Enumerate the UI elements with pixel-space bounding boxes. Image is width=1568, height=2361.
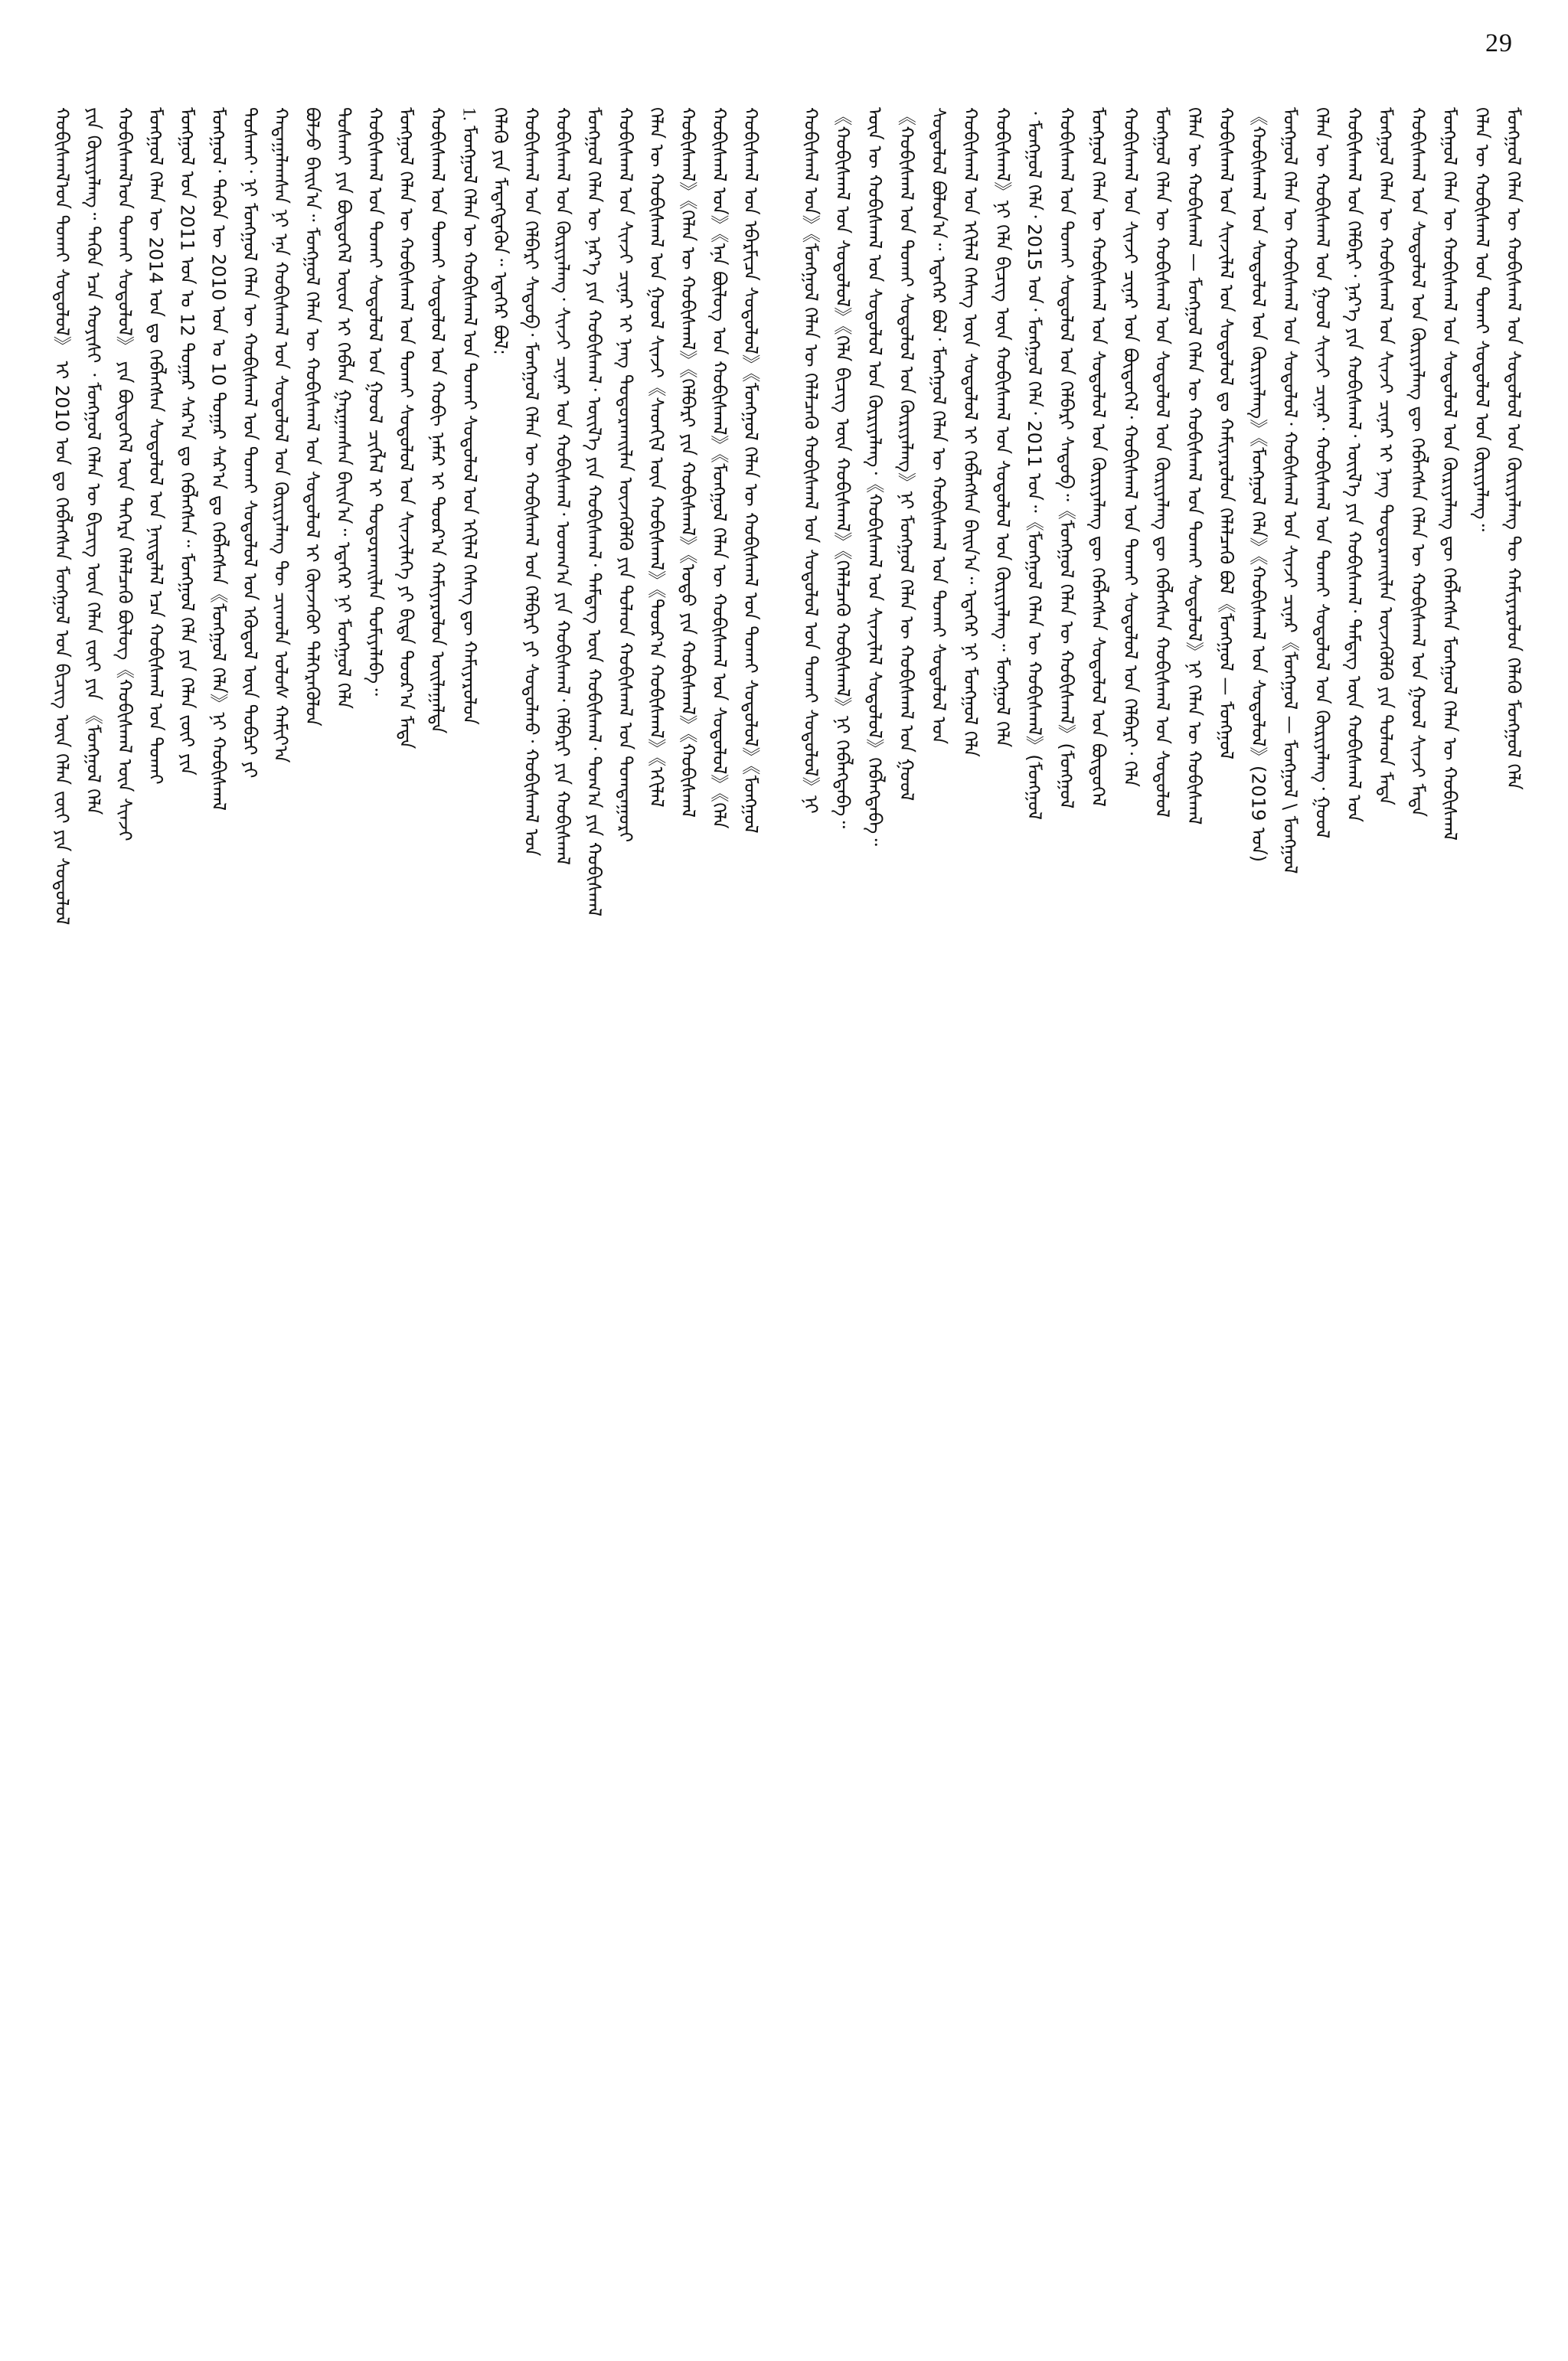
text-line: ᠬᠡᠯᠡᠨ ᠦ ᠬᠤᠪᠢᠰᠬᠠᠯ — ᠮᠣᠩᠭᠣᠯ ᠬᠡᠯᠡᠨ ᠦ ᠬᠤᠪᠢᠰᠬᠠᠯ ᠤᠨ ᠲᠤᠬᠠᠢ ᠰᠤᠳᠤᠯᠤᠯ》ᠨᠢ ᠬᠡᠯᠡᠨ ᠦ ᠬᠤᠪᠢᠰᠬᠠᠯ bbox=[1183, 107, 1205, 825]
text-line: 1. ᠮᠣᠩᠭᠣᠯ ᠬᠡᠯᠡᠨ ᠦ ᠬᠤᠪᠢᠰᠬᠠᠯ ᠤᠨ ᠲᠤᠬᠠᠢ ᠰᠤᠳᠤᠯᠤᠯ ᠤᠨ ᠡᠬᠢᠯᠡᠯ ᠬᠡᠰᠡᠭ ᠳᠦ ᠬᠠᠮᠢᠶᠠᠷᠤᠯᠤᠨ bbox=[459, 107, 479, 725]
text-line: ᠬᠤᠪᠢᠰᠬᠠᠯ》《ᠬᠡᠯᠡᠨ ᠦ ᠬᠤᠪᠢᠰᠬᠠᠯ》《ᠬᠡᠯᠪᠡᠷᠢ ᠶᠢᠨ ᠬᠤᠪᠢᠰᠬᠠᠯ》《ᠣᠳᠣ ᠶᠢᠨ ᠬᠤᠪᠢᠰᠬᠠᠯ》《ᠬᠤᠪᠢᠰᠬᠠᠯ bbox=[677, 107, 699, 818]
text-line: ᠬᠡᠯᠡᠨ ᠦ ᠬᠤᠪᠢᠰᠬᠠᠯ ᠤᠨ ᠲᠤᠬᠠᠢ ᠰᠤᠳᠤᠯᠤᠯ ᠤᠨ ᠬᠦᠷᠢᠶᠡᠯᠡᠩ᠃ bbox=[1471, 107, 1493, 532]
text-line: ᠮᠣᠩᠭᠣᠯ ᠬᠡᠯᠡᠨ ᠦ ᠬᠤᠪᠢᠰᠬᠠᠯ ᠤᠨ ᠰᠤᠳᠤᠯᠤᠯ᠂ ᠬᠤᠪᠢᠰᠬᠠᠯ ᠤᠨ ᠰᠢᠨᠵᠢ ᠴᠢᠨᠠᠷ《ᠮᠣᠩᠭᠣᠯ — ᠮᠣᠩᠭᠣᠯ \ ᠮᠣᠩᠭᠣᠯ bbox=[1279, 107, 1302, 874]
text-line: ᠮᠣᠩᠭᠣᠯ ᠬᠡᠯᠡᠨ ᠦ 2014 ᠣᠨ ᠳᠤ ᠬᠡᠪᠯᠡᠭᠰᠡᠨ ᠰᠤᠳᠤᠯᠤᠯ ᠤᠨ ᠨᠡᠢᠲᠡᠯᠡᠯ ᠡᠴᠡ ᠬᠤᠪᠢᠰᠬᠠᠯ ᠤᠨ ᠲᠤᠬᠠᠢ bbox=[145, 107, 167, 785]
text-line: ᠬᠤᠪᠢᠰᠬᠠᠯ》ᠨᠢ ᠬᠡᠯᠡ ᠪᠢᠴᠢᠭ᠌ ᠦᠨ ᠬᠤᠪᠢᠰᠬᠠᠯ ᠤᠨ ᠰᠤᠳᠤᠯᠤᠯ ᠤᠨ ᠬᠦᠷᠢᠶᠡᠯᠡᠩ᠃ ᠮᠣᠩᠭᠣᠯ ᠬᠡᠯᠡ bbox=[991, 107, 1014, 748]
text-line: ᠬᠤᠪᠢᠰᠬᠠᠯ ᠤᠨ ᠰᠤᠳᠤᠯᠤᠯ ᠤᠨ ᠬᠦᠷᠢᠶᠡᠯᠡᠩ ᠳᠦ ᠬᠡᠪᠯᠡᠭᠰᠡᠨ ᠬᠡᠯᠡᠨ ᠦ ᠬᠤᠪᠢᠰᠬᠠᠯ ᠤᠨ ᠭᠣᠣᠯ ᠰᠢᠨᠵᠢ ᠮᠡᠳᠡ bbox=[1406, 107, 1429, 818]
text-line: ᠬᠤᠪᠢᠰᠬᠠᠯ ᠤᠨ ᠬᠡᠯᠪᠡᠷᠢ ᠰᠡᠳᠦᠪ᠂ ᠮᠣᠩᠭᠣᠯ ᠬᠡᠯᠡᠨ ᠦ ᠬᠤᠪᠢᠰᠬᠠᠯ ᠤᠨ ᠬᠡᠯᠪᠡᠷᠢ ᠶᠢ ᠰᠤᠳᠤᠯᠬᠤ᠂ ᠬᠤᠪᠢᠰᠬᠠᠯ ᠤᠨ bbox=[521, 107, 543, 857]
text-line: 《ᠬᠤᠪᠢᠰᠬᠠᠯ ᠤᠨ ᠲᠤᠬᠠᠢ ᠰᠤᠳᠤᠯᠤᠯ ᠤᠨ ᠬᠦᠷᠢᠶᠡᠯᠡᠩ》ᠨᠢ ᠮᠣᠩᠭᠣᠯ ᠬᠡᠯᠡᠨ ᠦ ᠬᠤᠪᠢᠰᠬᠠᠯ ᠤᠨ ᠭᠣᠣᠯ bbox=[896, 107, 918, 802]
left-text-column bbox=[46, 107, 766, 2312]
text-line: ᠬᠤᠪᠢᠰᠬᠠᠯ ᠤᠨ ᠰᠢᠨᠵᠢ ᠴᠢᠨᠠᠷ ᠢ ᠨᠡᠩ ᠲᠣᠳᠣᠷᠬᠠᠢᠯᠠᠨ ᠦᠵᠡᠭᠦᠯᠬᠦ ᠶᠢᠨ ᠲᠤᠯᠠᠳ ᠬᠤᠪᠢᠰᠬᠠᠯ ᠤᠨ ᠲᠣᠭᠲᠠᠭᠤᠷᠢ bbox=[614, 107, 636, 843]
text-line: ᠬᠤᠪᠢᠰᠬᠠᠯ ᠤᠨ ᠲᠤᠬᠠᠢ ᠰᠤᠳᠤᠯᠤᠯ ᠤᠨ ᠭᠣᠣᠯ ᠴᠢᠭᠯᠡᠯ ᠢ ᠲᠣᠳᠣᠷᠬᠠᠢᠯᠠᠨ ᠲᠣᠮᠢᠶᠠᠯᠠᠪᠠ᠃ bbox=[364, 107, 386, 696]
text-line: ᠬᠤᠪᠢᠰᠬᠠᠯ ᠤᠨ ᠬᠦᠷᠢᠶᠡᠯᠡᠩ᠂ ᠰᠢᠨᠵᠢ ᠴᠢᠨᠠᠷ ᠤᠨ ᠬᠤᠪᠢᠰᠬᠠᠯ᠂ ᠤᠳᠬ᠎ᠠ ᠶᠢᠨ ᠬᠤᠪᠢᠰᠬᠠᠯ᠂ ᠬᠡᠯᠪᠡᠷᠢ ᠶᠢᠨ ᠬᠤᠪᠢᠰᠬᠠᠯ bbox=[552, 107, 573, 865]
text-line: ᠬᠤᠪᠢᠰᠬᠠᠯ ᠤᠨ ᠲᠤᠬᠠᠢ ᠰᠤᠳᠤᠯᠤᠯ ᠤᠨ ᠬᠡᠯᠪᠡᠷᠢ ᠰᠡᠳᠦᠪ᠃《ᠮᠣᠩᠭᠣᠯ ᠬᠡᠯᠡᠨ ᠦ ᠬᠤᠪᠢᠰᠬᠠᠯ》(ᠮᠣᠩᠭᠣᠯ bbox=[1055, 107, 1077, 809]
text-line: ᠶᠢᠨ ᠬᠦᠷᠢᠶᠡᠯᠡᠩ᠃ ᠲᠡᠭᠦᠨ ᠡᠴᠡ ᠬᠣᠶᠢᠰᠢ ᠂ ᠮᠣᠩᠭᠣᠯ ᠬᠡᠯᠡᠨ ᠦ ᠪᠢᠴᠢᠭ᠌ ᠦᠨ ᠬᠡᠯᠡᠨ ᠵᠦᠢ ᠶᠢᠨ 《ᠮᠣᠩᠭᠣᠯ ᠬᠡᠯᠡ bbox=[82, 107, 104, 815]
text-line: ᠦᠨ ᠦ ᠬᠤᠪᠢᠰᠬᠠᠯ ᠤᠨ ᠰᠤᠳᠤᠯᠤᠯ ᠤᠨ ᠬᠦᠷᠢᠶᠡᠯᠡᠩ᠂《ᠬᠤᠪᠢᠰᠬᠠᠯ ᠤᠨ ᠰᠢᠨᠵᠢᠯᠡᠯ ᠰᠤᠳᠤᠯᠤᠯ》ᠬᠡᠪᠯᠡᠭᠳᠡᠪᠡ᠃ bbox=[864, 107, 886, 847]
text-line: 《ᠬᠤᠪᠢᠰᠬᠠᠯ ᠤᠨ ᠰᠤᠳᠤᠯᠤᠯ ᠤᠨ ᠬᠦᠷᠢᠶᠡᠯᠡᠩ》《ᠮᠣᠩᠭᠣᠯ ᠬᠡᠯᠡ》《ᠬᠤᠪᠢᠰᠬᠠᠯ ᠤᠨ ᠰᠤᠳᠤᠯᠤᠯ》(2019 ᠣᠨ) bbox=[1247, 107, 1269, 863]
text-line: ᠮᠣᠩᠭᠣᠯ ᠬᠡᠯᠡᠨ ᠦ ᠬᠤᠪᠢᠰᠬᠠᠯ ᠤᠨ ᠰᠢᠨᠵᠢ ᠴᠢᠨᠠᠷ ᠢ ᠨᠡᠩ ᠲᠣᠳᠣᠷᠬᠠᠢᠯᠠᠨ ᠦᠵᠡᠭᠦᠯᠬᠦ ᠶᠢᠨ ᠲᠤᠯᠠᠳ ᠮᠡᠳᠡ bbox=[1375, 107, 1397, 805]
text-line: ᠬᠤᠪᠢᠰᠬᠠᠯ ᠤᠨ》《ᠮᠣᠩᠭᠣᠯ ᠬᠡᠯᠡᠨ ᠦ ᠬᠡᠯᠡᠯᠴᠡᠬᠦ ᠬᠤᠪᠢᠰᠬᠠᠯ ᠤᠨ ᠰᠤᠳᠤᠯᠤᠯ ᠤᠨ ᠲᠤᠬᠠᠢ ᠰᠤᠳᠤᠯᠤᠯ》ᠨᠢ bbox=[800, 107, 822, 814]
text-line: ᠬᠤᠪᠢᠰᠬᠠᠯ ᠤᠨ ᠲᠤᠬᠠᠢ ᠰᠤᠳᠤᠯᠤᠯ ᠤᠨ ᠬᠤᠪᠢ ᠨᠡᠮᠡᠷ ᠢ ᠳᠣᠣᠷ᠎ᠠ ᠬᠠᠮᠢᠶᠠᠷᠤᠯᠤᠨ ᠣᠢᠯᠠᠭᠠᠯᠲᠠ bbox=[426, 107, 449, 734]
text-line: ᠮᠣᠩᠭᠣᠯ ᠬᠡᠯᠡᠨ ᠦ ᠨᠡᠷ᠎ᠡ ᠶᠢᠨ ᠬᠤᠪᠢᠰᠬᠠᠯ᠂ ᠦᠢᠯ᠎ᠡ ᠶᠢᠨ ᠬᠤᠪᠢᠰᠬᠠᠯ᠂ ᠲᠡᠮᠳᠡᠭ ᠦᠨ ᠬᠤᠪᠢᠰᠬᠠᠯ᠂ ᠲᠣᠭ᠎ᠠ ᠶᠢᠨ ᠬᠤᠪᠢᠰᠬᠠᠯ bbox=[583, 107, 605, 917]
text-line: ᠬᠤᠪᠢᠰᠬᠠᠯ ᠤᠨ ᠬᠡᠯᠪᠡᠷᠢ᠂ ᠨᠡᠷ᠎ᠡ ᠶᠢᠨ ᠬᠤᠪᠢᠰᠬᠠᠯ᠂ ᠦᠢᠯ᠎ᠡ ᠶᠢᠨ ᠬᠤᠪᠢᠰᠬᠠᠯ᠂ ᠲᠡᠮᠳᠡᠭ ᠦᠨ ᠬᠤᠪᠢᠰᠬᠠᠯ ᠤᠨ bbox=[1343, 107, 1365, 822]
text-line: ᠮᠣᠩᠭᠣᠯ ᠬᠡᠯᠡᠨ ᠦ ᠬᠤᠪᠢᠰᠬᠠᠯ ᠤᠨ ᠲᠤᠬᠠᠢ ᠰᠤᠳᠤᠯᠤᠯ ᠤᠨ ᠰᠢᠨᠵᠢᠯᠡᠭᠡ ᠶᠢ ᠪᠢᠳᠡ ᠳᠣᠣᠷ᠎ᠠ ᠮᠡᠳᠡ bbox=[395, 107, 417, 749]
text-line: ᠬᠤᠪᠢᠰᠬᠠᠯ ᠤᠨ ᠰᠢᠨᠵᠢ ᠴᠢᠨᠠᠷ ᠤᠨ ᠪᠦᠲᠦᠭᠡᠯ᠂ ᠬᠤᠪᠢᠰᠬᠠᠯ ᠤᠨ ᠲᠤᠬᠠᠢ ᠰᠤᠳᠤᠯᠤᠯ ᠤᠨ ᠬᠡᠯᠪᠡᠷᠢ᠂ ᠬᠡᠯᠡ bbox=[1119, 107, 1142, 788]
text-line: ᠬᠠᠳᠠᠭᠠᠯᠠᠭ᠍ᠰᠠᠨ ᠨᠢ ᠡᠨᠡ ᠬᠤᠪᠢᠰᠬᠠᠯ ᠤᠨ ᠰᠤᠳᠤᠯᠤᠯ ᠤᠨ ᠬᠦᠷᠢᠶᠡᠯᠡᠩ ᠲᠦ ᠴᠢᠬᠤᠯᠠ ᠤᠯᠤᠰ ᠬᠠᠮᠢᠶ᠎ᠠ bbox=[270, 107, 292, 763]
text-line: ᠬᠤᠪᠢᠰᠬᠠᠯ᠎ᠤᠨ ᠲᠤᠬᠠᠢ ᠰᠤᠳᠤᠯᠤᠯ》 ᠢ 2010 ᠣᠨ ᠳᠤ ᠬᠡᠪᠯᠡᠭᠰᠡᠨ ᠮᠣᠩᠭᠣᠯ ᠤᠨ ᠪᠢᠴᠢᠭ᠌ ᠦᠨ ᠬᠡᠯᠡᠨ ᠵᠦᠢ ᠶᠢᠨ ᠰᠤᠳᠤᠯᠤᠯ bbox=[51, 107, 73, 926]
text-line: ᠬᠤᠪᠢᠰᠬᠠᠯ ᠤᠨ ᠡᠪᠡᠷᠮᠢᠴᠡ ᠰᠤᠳᠤᠯᠤᠯ》《ᠮᠣᠩᠭᠣᠯ ᠬᠡᠯᠡᠨ ᠦ ᠬᠤᠪᠢᠰᠬᠠᠯ ᠤᠨ ᠲᠤᠬᠠᠢ ᠰᠤᠳᠤᠯᠤᠯ》《ᠮᠣᠩᠭᠣᠯ bbox=[740, 107, 762, 834]
text-line: ᠮᠣᠩᠭᠣᠯ ᠤᠨ 2011 ᠣᠨ ᠤ 12 ᠳᠤᠭᠠᠷ ᠰᠠᠷ᠎ᠠ ᠳᠤ ᠬᠡᠪᠯᠡᠭᠰᠡᠨ᠃ ᠮᠣᠩᠭᠣᠯ ᠬᠡᠯᠡ ᠶᠢᠨ ᠬᠡᠯᠡᠨ ᠵᠦᠢ ᠶᠢᠨ bbox=[176, 107, 198, 776]
text-line: ᠲᠤᠰᠬᠠᠢ ᠶᠢᠨ ᠪᠦᠲᠦᠭᠡᠯ ᠦᠳ ᠢ ᠬᠡᠪᠯᠡᠨ ᠭᠠᠷᠭᠠᠭ᠍ᠰᠠᠨ ᠪᠠᠢᠨ᠎ᠠ᠃ ᠡᠳᠡᠭᠡᠷ ᠨᠢ ᠮᠣᠩᠭᠣᠯ ᠬᠡᠯᠡ bbox=[332, 107, 354, 709]
text-line: ᠂ ᠮᠣᠩᠭᠣᠯ ᠬᠡᠯᠡ᠂ 2015 ᠣᠨ᠂ ᠮᠣᠩᠭᠣᠯ ᠬᠡᠯᠡ᠂ 2011 ᠣᠨ᠃《ᠮᠣᠩᠭᠣᠯ ᠬᠡᠯᠡᠨ ᠦ ᠬᠤᠪᠢᠰᠬᠠᠯ》(ᠮᠣᠩᠭᠣᠯ bbox=[1024, 107, 1046, 820]
text-line: ᠬᠤᠪᠢᠰᠬᠠᠯ ᠤᠨ ᠰᠢᠨᠵᠢᠯᠡᠯ ᠤᠨ ᠰᠤᠳᠤᠯᠤᠯ ᠳᠤ ᠬᠠᠮᠢᠶᠠᠷᠤᠯᠤᠨ ᠬᠡᠯᠡᠯᠴᠡᠬᠦ ᠪᠣᠯ《ᠮᠣᠩᠭᠣᠯ — ᠮᠣᠩᠭᠣᠯ bbox=[1215, 107, 1237, 759]
text-line: ᠮᠣᠩᠭᠣᠯ ᠬᠡᠯᠡᠨ ᠦ ᠬᠤᠪᠢᠰᠬᠠᠯ ᠤᠨ ᠰᠤᠳᠤᠯᠤᠯ ᠤᠨ ᠬᠦᠷᠢᠶᠡᠯᠡᠩ ᠳᠦ ᠬᠡᠪᠯᠡᠭᠰᠡᠨ ᠬᠤᠪᠢᠰᠬᠠᠯ ᠤᠨ ᠰᠤᠳᠤᠯᠤᠯ bbox=[1152, 107, 1174, 818]
text-line: 《ᠬᠤᠪᠢᠰᠬᠠᠯ ᠤᠨ ᠰᠤᠳᠤᠯᠤᠯ》《ᠬᠡᠯᠡ ᠪᠢᠴᠢᠭ᠌ ᠦᠨ ᠬᠤᠪᠢᠰᠬᠠᠯ》《ᠬᠡᠯᠡᠯᠴᠡᠬᠦ ᠬᠤᠪᠢᠰᠬᠠᠯ》ᠨᠢ ᠬᠡᠪᠯᠡᠭᠳᠡᠪᠡ᠃ bbox=[831, 107, 854, 829]
text-line: ᠬᠡᠯᠡᠨ ᠦ ᠬᠤᠪᠢᠰᠬᠠᠯ ᠤᠨ ᠭᠣᠣᠯ ᠰᠢᠨᠵᠢ《ᠰᠡᠳᠬᠢᠯ ᠦᠨ ᠬᠤᠪᠢᠰᠬᠠᠯ》《ᠳᠣᠣᠷ᠎ᠠ ᠬᠤᠪᠢᠰᠬᠠᠯ》《ᠡᠬᠢᠯᠡᠯ bbox=[645, 107, 668, 808]
text-line: ᠮᠣᠩᠭᠣᠯ᠂ ᠲᠡᠭᠦᠨ ᠦ 2010 ᠣᠨ ᠤ 10 ᠳᠤᠭᠠᠷ ᠰᠠᠷ᠎ᠠ ᠳᠤ ᠬᠡᠪᠯᠡᠭᠰᠡᠨ《ᠮᠣᠩᠭᠣᠯ ᠬᠡᠯᠡ》ᠨᠢ ᠬᠤᠪᠢᠰᠬᠠᠯ bbox=[207, 107, 230, 811]
text-line: ᠬᠡᠯᠡᠨ ᠦ ᠬᠤᠪᠢᠰᠬᠠᠯ ᠤᠨ ᠭᠣᠣᠯ ᠰᠢᠨᠵᠢ ᠴᠢᠨᠠᠷ᠂ ᠬᠤᠪᠢᠰᠬᠠᠯ ᠤᠨ ᠲᠤᠬᠠᠢ ᠰᠤᠳᠤᠯᠤᠯ ᠤᠨ ᠬᠦᠷᠢᠶᠡᠯᠡᠩ᠂ ᠭᠣᠣᠯ bbox=[1311, 107, 1333, 839]
text-line: ᠬᠡᠯᠡᠬᠦ ᠶᠢᠨ ᠮᠡᠳᠡᠭᠳᠡᠬᠦᠨ᠃ ᠡᠳᠡᠭᠡᠷ ᠪᠣᠯ: bbox=[489, 107, 511, 355]
text-line: ᠪᠣᠯᠵᠤ ᠪᠠᠢᠨ᠎ᠠ᠃ ᠮᠣᠩᠭᠣᠯ ᠬᠡᠯᠡᠨ ᠦ ᠬᠤᠪᠢᠰᠬᠠᠯ ᠤᠨ ᠰᠤᠳᠤᠯᠤᠯ ᠢ ᠭᠦᠨᠵᠡᠭᠦᠢ ᠳᠡᠯᠭᠡᠷᠡᠭᠦᠯᠦᠨ bbox=[302, 107, 323, 727]
text-line: ᠲᠤᠰᠬᠠᠢ᠂ ᠨᠢ ᠮᠣᠩᠭᠣᠯ ᠬᠡᠯᠡᠨ ᠦ ᠬᠤᠪᠢᠰᠬᠠᠯ ᠤᠨ ᠲᠤᠬᠠᠢ ᠰᠤᠳᠤᠯᠤᠯ ᠤᠨ ᠡᠭᠦᠳᠦᠯ ᠦᠨ ᠲᠣᠪᠴᠢ ᠶᠢ bbox=[239, 107, 261, 779]
right-text-column bbox=[795, 107, 1530, 2312]
text-line: ᠬᠤᠪᠢᠰᠬᠠᠯ ᠤᠨ ᠡᠬᠢᠯᠡᠯ ᠬᠡᠰᠡᠭ ᠦᠨ ᠰᠤᠳᠤᠯᠤᠯ ᠢ ᠬᠡᠪᠯᠡᠭᠰᠡᠨ ᠪᠠᠢᠨ᠎ᠠ᠃ ᠡᠳᠡᠭᠡᠷ ᠨᠢ ᠮᠣᠩᠭᠣᠯ ᠬᠡᠯᠡ bbox=[959, 107, 982, 757]
text-line: ᠮᠣᠩᠭᠣᠯ ᠬᠡᠯᠡᠨ ᠦ ᠬᠤᠪᠢᠰᠬᠠᠯ ᠤᠨ ᠰᠤᠳᠤᠯᠤᠯ ᠤᠨ ᠬᠦᠷᠢᠶᠡᠯᠡᠩ ᠲᠦ ᠬᠠᠮᠢᠶᠠᠷᠤᠯᠤᠨ ᠬᠡᠯᠡᠬᠦ ᠮᠣᠩᠭᠣᠯ ᠬᠡᠯᠡ bbox=[1503, 107, 1525, 790]
text-line: ᠮᠣᠩᠭᠣᠯ ᠬᠡᠯᠡᠨ ᠦ ᠬᠤᠪᠢᠰᠬᠠᠯ ᠤᠨ ᠰᠤᠳᠤᠯᠤᠯ ᠤᠨ ᠬᠦᠷᠢᠶᠡᠯᠡᠩ ᠳᠦ ᠬᠡᠪᠯᠡᠭᠰᠡᠨ ᠰᠤᠳᠤᠯᠤᠯ ᠤᠨ ᠪᠦᠲᠦᠭᠡᠯ bbox=[1087, 107, 1109, 807]
text-line: ᠬᠤᠪᠢᠰᠬᠠᠯ᠎ᠤᠨ ᠲᠤᠬᠠᠢ ᠰᠤᠳᠤᠯᠤᠯ》 ᠶᠢᠨ ᠪᠦᠲᠦᠭᠡᠯ ᠦᠨ ᠳᠡᠭᠡᠷᠡ ᠬᠡᠯᠡᠯᠴᠡᠬᠦ ᠪᠦᠯᠦᠭ《ᠬᠤᠪᠢᠰᠬᠠᠯ ᠦᠨ ᠰᠢᠨᠵᠢ bbox=[113, 107, 136, 841]
page-number: 29 bbox=[1485, 29, 1513, 57]
text-line: ᠬᠤᠪᠢᠰᠬᠠᠯ ᠤᠨ》《ᠡᠨᠡ ᠪᠦᠯᠦᠭ ᠤᠨ ᠬᠤᠪᠢᠰᠬᠠᠯ》《ᠮᠣᠩᠭᠣᠯ ᠬᠡᠯᠡᠨ ᠦ ᠬᠤᠪᠢᠰᠬᠠᠯ ᠤᠨ ᠰᠤᠳᠤᠯᠤᠯ》《ᠬᠡᠯᠡ bbox=[708, 107, 730, 829]
text-line: ᠰᠤᠳᠤᠯᠤᠯ ᠪᠣᠯᠤᠨ᠎ᠠ᠃ ᠡᠳᠡᠭᠡᠷ ᠪᠣᠯ᠂ ᠮᠣᠩᠭᠣᠯ ᠬᠡᠯᠡᠨ ᠦ ᠬᠤᠪᠢᠰᠬᠠᠯ ᠤᠨ ᠲᠤᠬᠠᠢ ᠰᠤᠳᠤᠯᠤᠯ ᠤᠨ bbox=[927, 107, 949, 745]
text-line: ᠮᠣᠩᠭᠣᠯ ᠬᠡᠯᠡᠨ ᠦ ᠬᠤᠪᠢᠰᠬᠠᠯ ᠤᠨ ᠰᠤᠳᠤᠯᠤᠯ ᠤᠨ ᠬᠦᠷᠢᠶᠡᠯᠡᠩ ᠳᠦ ᠬᠡᠪᠯᠡᠭᠰᠡᠨ ᠮᠣᠩᠭᠣᠯ ᠬᠡᠯᠡᠨ ᠦ ᠬᠤᠪᠢᠰᠬᠠᠯ bbox=[1439, 107, 1461, 841]
